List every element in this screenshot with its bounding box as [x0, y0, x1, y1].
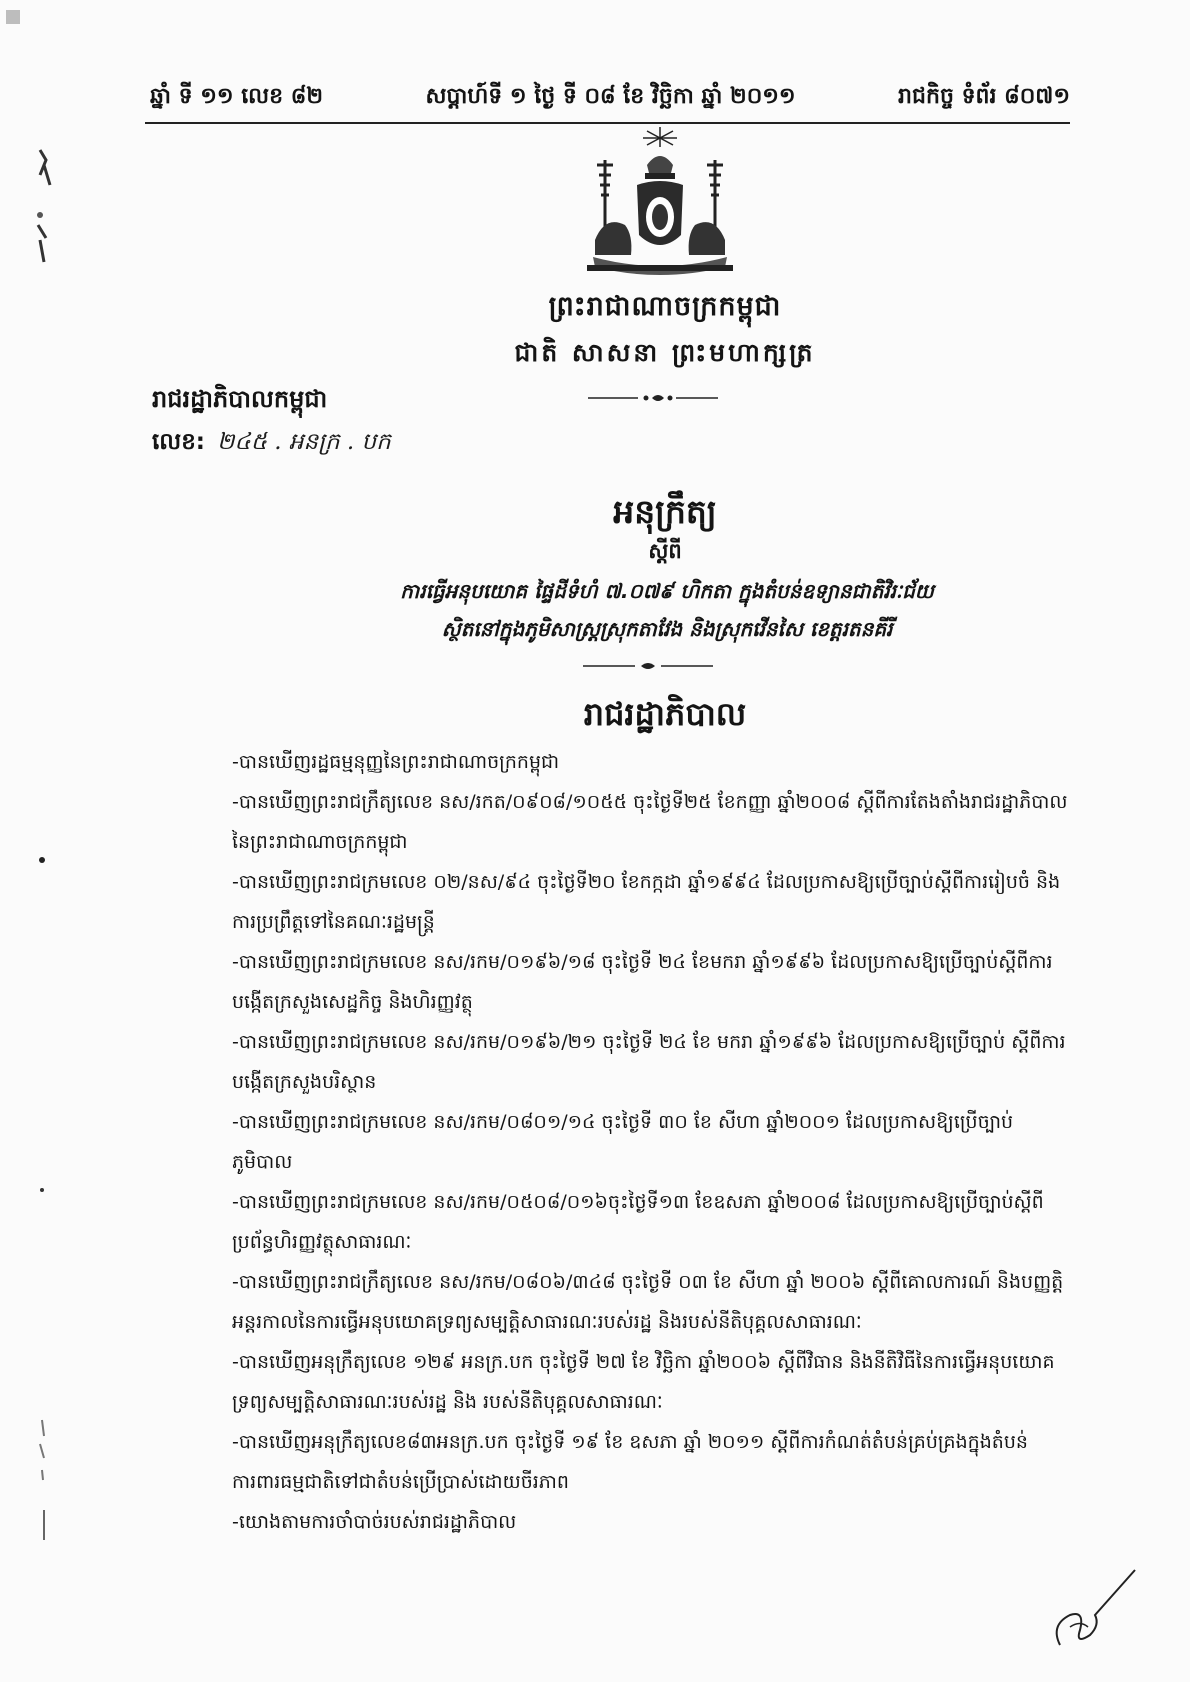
- document-type-title: អនុក្រឹត្យ: [613, 492, 717, 531]
- preamble-item: -បានឃើញព្រះរាជក្រមលេខ ០២/នស/៩៤ ចុះថ្ងៃទី២០ ខែកក្កដា ឆ្នាំ១៩៩៤ ដែលប្រកាសឱ្យប្រើច្បាប់ស្តីពីការរៀបចំ និងការប្រព្រឹត្តទៅនៃគណៈរដ្ឋមន្ត្រី: [232, 871, 1061, 933]
- preamble-item: -បានឃើញព្រះរាជក្រមលេខ នស/រកម/០៨០១/១៤ ចុះថ្ងៃទី ៣០ ខែ សីហា ឆ្នាំ២០០១ ដែលប្រកាសឱ្យប្រើច្បាប់ភូមិបាល: [232, 1111, 1014, 1173]
- ornament-divider: [588, 392, 718, 404]
- issuer-heading: រាជរដ្ឋាភិបាល: [583, 695, 747, 733]
- issuing-government: រាជរដ្ឋាភិបាលកម្ពុជា: [152, 385, 328, 413]
- number-label: លេខ:: [152, 429, 205, 455]
- kingdom-title: ព្រះរាជាណាចក្រកម្ពុជា: [548, 291, 782, 322]
- preamble-item: -បានឃើញព្រះរាជក្រឹត្យលេខ នស/រកត/០៩០៨/១០៥៥ ចុះថ្ងៃទី២៥ ខែកញ្ញា ឆ្នាំ២០០៨ ស្តីពីការតែងតាំងរាជរដ្ឋាភិបាលនៃព្រះរាជាណាចក្រកម្ពុជា: [232, 791, 1068, 853]
- preamble-item: -យោងតាមការចាំបាច់របស់រាជរដ្ឋាភិបាល: [232, 1511, 517, 1533]
- initial-signature: [1040, 1565, 1140, 1655]
- preamble-item: -បានឃើញអនុក្រឹត្យលេខ៨៣អនក្រ.បក ចុះថ្ងៃទី ១៩ ខែ ឧសភា ឆ្នាំ ២០១១ ស្តីពីការកំណត់តំបន់គ្រប់គ្រងក្នុងតំបន់ការពារធម្មជាតិទៅជាតំបន់ប្រើប្រាស់ដោយចីរភាព: [232, 1431, 1028, 1493]
- subject-line-2: ស្ថិតនៅក្នុងភូមិសាស្ត្រស្រុកតាវែង និងស្រុកវើនសៃ ខេត្តរតនគីរី: [441, 617, 893, 641]
- gazette-header: [150, 78, 1070, 118]
- preamble-item: -បានឃើញព្រះរាជក្រមលេខ នស/រកម/០៥០៨/០១៦ចុះថ្ងៃទី១៣ ខែឧសភា ឆ្នាំ២០០៨ ដែលប្រកាសឱ្យប្រើច្បាប់ស្តីពីប្រព័ន្ធហិរញ្ញវត្ថុសាធារណៈ: [232, 1191, 1044, 1253]
- preamble-item: -បានឃើញអនុក្រឹត្យលេខ ១២៩ អនក្រ.បក ចុះថ្ងៃទី ២៧ ខែ វិច្ឆិកា ឆ្នាំ២០០៦ ស្តីពីវិធាន និងនីតិវិធីនៃការធ្វើអនុបយោគទ្រព្យសម្បត្តិសាធារណៈរបស់រដ្ឋ និង របស់នីតិបុគ្គលសាធារណៈ: [232, 1351, 1055, 1413]
- gazette-date: សប្តាហ៍ទី ១ ថ្ងៃ ទី ០៨ ខែ វិច្ឆិកា ឆ្នាំ ២០១១: [425, 84, 796, 109]
- gazette-year-issue: ឆ្នាំ ទី ១១ លេខ ៨២: [150, 84, 323, 109]
- preamble-body: [232, 742, 1072, 1542]
- preamble-item: -បានឃើញព្រះរាជក្រឹត្យលេខ នស/រកម/០៨០៦/៣៤៨ ចុះថ្ងៃទី ០៣ ខែ សីហា ឆ្នាំ ២០០៦ ស្តីពីគោលការណ៍ និងបញ្ញត្តិអន្តរកាលនៃការធ្វើអនុបយោគទ្រព្យសម្បត្តិសាធារណៈរបស់រដ្ឋ និងរបស់នីតិបុគ្គលសាធារណៈ: [232, 1271, 1064, 1333]
- preamble-item: -បានឃើញព្រះរាជក្រមលេខ នស/រកម/០១៩៦/១៨ ចុះថ្ងៃទី ២៤ ខែមករា ឆ្នាំ១៩៩៦ ដែលប្រកាសឱ្យប្រើច្បាប់ស្តីពីការបង្កើតក្រសួងសេដ្ឋកិច្ច និងហិរញ្ញវត្ថុ: [232, 951, 1053, 1013]
- document-number: [152, 428, 391, 461]
- scan-edge-artifacts: [0, 0, 70, 1682]
- preamble-item: -បានឃើញរដ្ឋធម្មនុញ្ញនៃព្រះរាជាណាចក្រកម្ពុជា: [232, 751, 560, 773]
- gazette-page: រាជកិច្ច ទំព័រ ៨០៧១: [898, 84, 1070, 109]
- about-label: ស្តីពី: [648, 539, 682, 563]
- subject-line-1: ការធ្វើអនុបយោគ ផ្ទៃដីទំហំ ៧.០៧៩ ហិកតា ក្នុងតំបន់ឧទ្យានជាតិវិរៈជ័យ: [400, 579, 934, 603]
- preamble-item: -បានឃើញព្រះរាជក្រមលេខ នស/រកម/០១៩៦/២១ ចុះថ្ងៃទី ២៤ ខែ មករា ឆ្នាំ១៩៩៦ ដែលប្រកាសឱ្យប្រើច្បាប់ ស្តីពីការបង្កើតក្រសួងបរិស្ថាន: [232, 1031, 1066, 1093]
- ornament-divider: [583, 660, 713, 672]
- number-value: ២៤៥ . អនក្រ . បក: [217, 429, 391, 455]
- header-rule: [145, 122, 1070, 124]
- royal-arms-emblem: [575, 125, 745, 285]
- national-motto: ជាតិ សាសនា ព្រះមហាក្សត្រ: [514, 338, 816, 367]
